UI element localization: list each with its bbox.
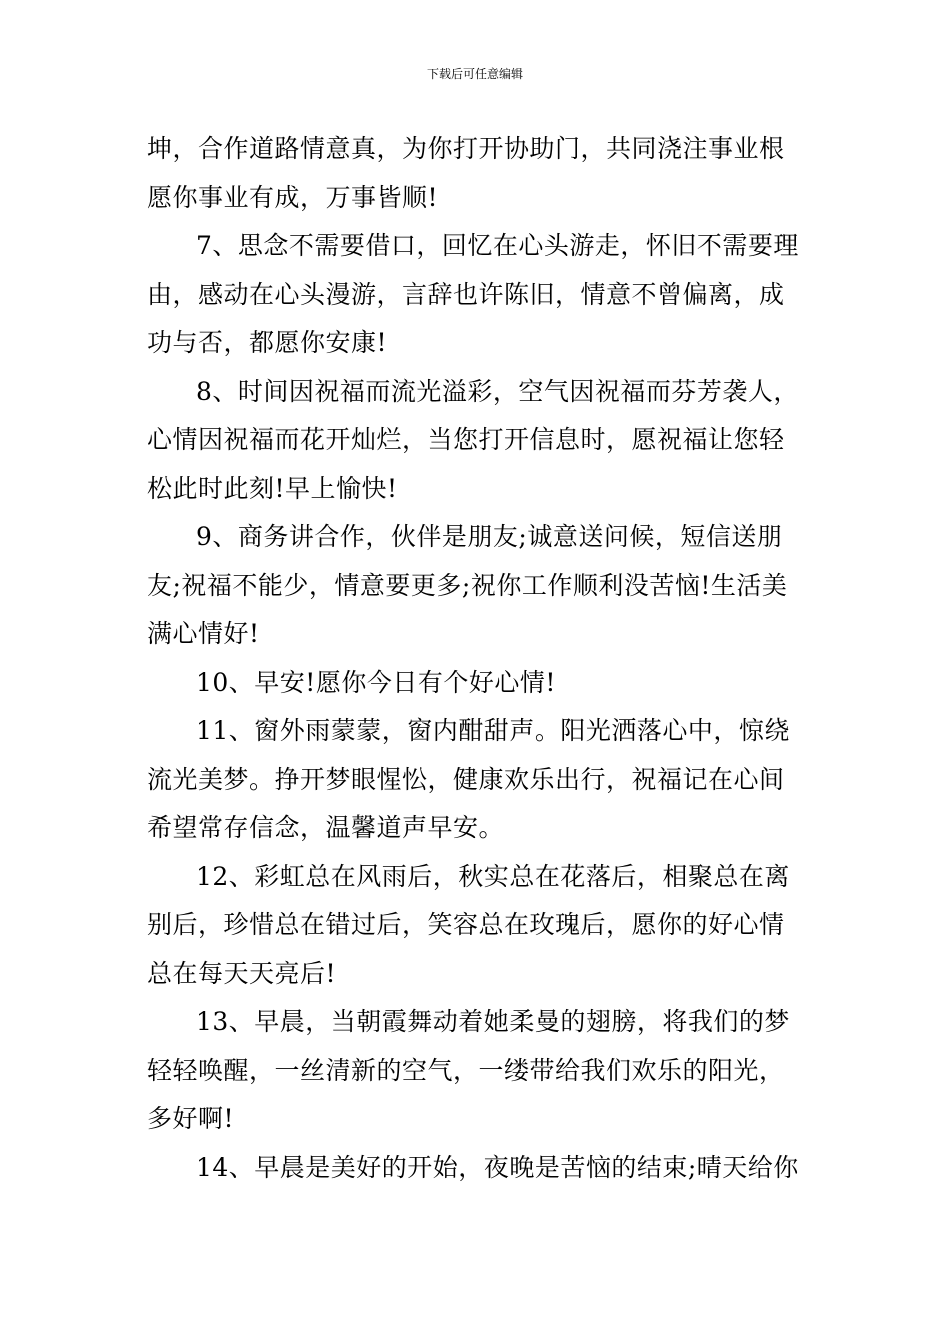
paragraph-line: 别后，珍惜总在错过后，笑容总在玫瑰后，愿你的好心情 — [147, 910, 785, 939]
paragraph-line: 功与否，都愿你安康! — [147, 328, 388, 357]
paragraph-line: 希望常存信念，温馨道声早安。 — [147, 813, 505, 842]
paragraph — [147, 368, 817, 514]
page-header: 下载后可任意编辑 — [426, 67, 523, 81]
paragraph-line: 10、早安!愿你今日有个好心情! — [196, 667, 556, 697]
paragraph-line: 由，感动在心头漫游，言辞也许陈旧，情意不曾偏离，成 — [147, 279, 785, 309]
document-body — [147, 125, 817, 1192]
paragraph — [147, 1144, 817, 1193]
paragraph-line: 轻轻唤醒，一丝清新的空气，一缕带给我们欢乐的阳光， — [147, 1055, 785, 1085]
paragraph-line: 坤，合作道路情意真，为你打开协助门，共同浇注事业根 — [147, 134, 785, 163]
paragraph-line: 满心情好! — [147, 619, 260, 648]
paragraph-line: 多好啊! — [147, 1104, 235, 1133]
paragraph — [147, 659, 817, 708]
paragraph-line: 流光美梦。挣开梦眼惺忪，健康欢乐出行，祝福记在心间 — [147, 764, 785, 794]
paragraph — [147, 707, 817, 853]
paragraph — [147, 125, 817, 222]
paragraph — [147, 853, 817, 999]
paragraph-line: 8、时间因祝福而流光溢彩，空气因祝福而芬芳袭人， — [196, 376, 799, 406]
paragraph-line: 愿你事业有成，万事皆顺! — [147, 182, 439, 212]
paragraph-line: 14、早晨是美好的开始，夜晚是苦恼的结束;晴天给你 — [196, 1152, 799, 1182]
paragraph-line: 9、商务讲合作，伙伴是朋友;诚意送问候，短信送朋 — [196, 522, 783, 551]
paragraph-line: 心情因祝福而花开灿烂，当您打开信息时，愿祝福让您轻 — [147, 425, 785, 454]
paragraph — [147, 513, 817, 659]
paragraph-line: 7、思念不需要借口，回忆在心头游走，怀旧不需要理 — [196, 231, 799, 260]
paragraph-line: 11、窗外雨蒙蒙，窗内酣甜声。阳光洒落心中，惊绕 — [196, 716, 790, 745]
paragraph-line: 松此时此刻!早上愉快! — [147, 473, 398, 503]
paragraph-line: 总在每天天亮后! — [147, 958, 337, 988]
paragraph-line: 13、早晨，当朝霞舞动着她柔曼的翅膀，将我们的梦 — [196, 1007, 790, 1036]
paragraph-line: 友;祝福不能少，情意要更多;祝你工作顺利没苦恼!生活美 — [147, 570, 788, 600]
paragraph — [147, 998, 817, 1144]
paragraph-line: 12、彩虹总在风雨后，秋实总在花落后，相聚总在离 — [196, 861, 790, 891]
paragraph — [147, 222, 817, 368]
